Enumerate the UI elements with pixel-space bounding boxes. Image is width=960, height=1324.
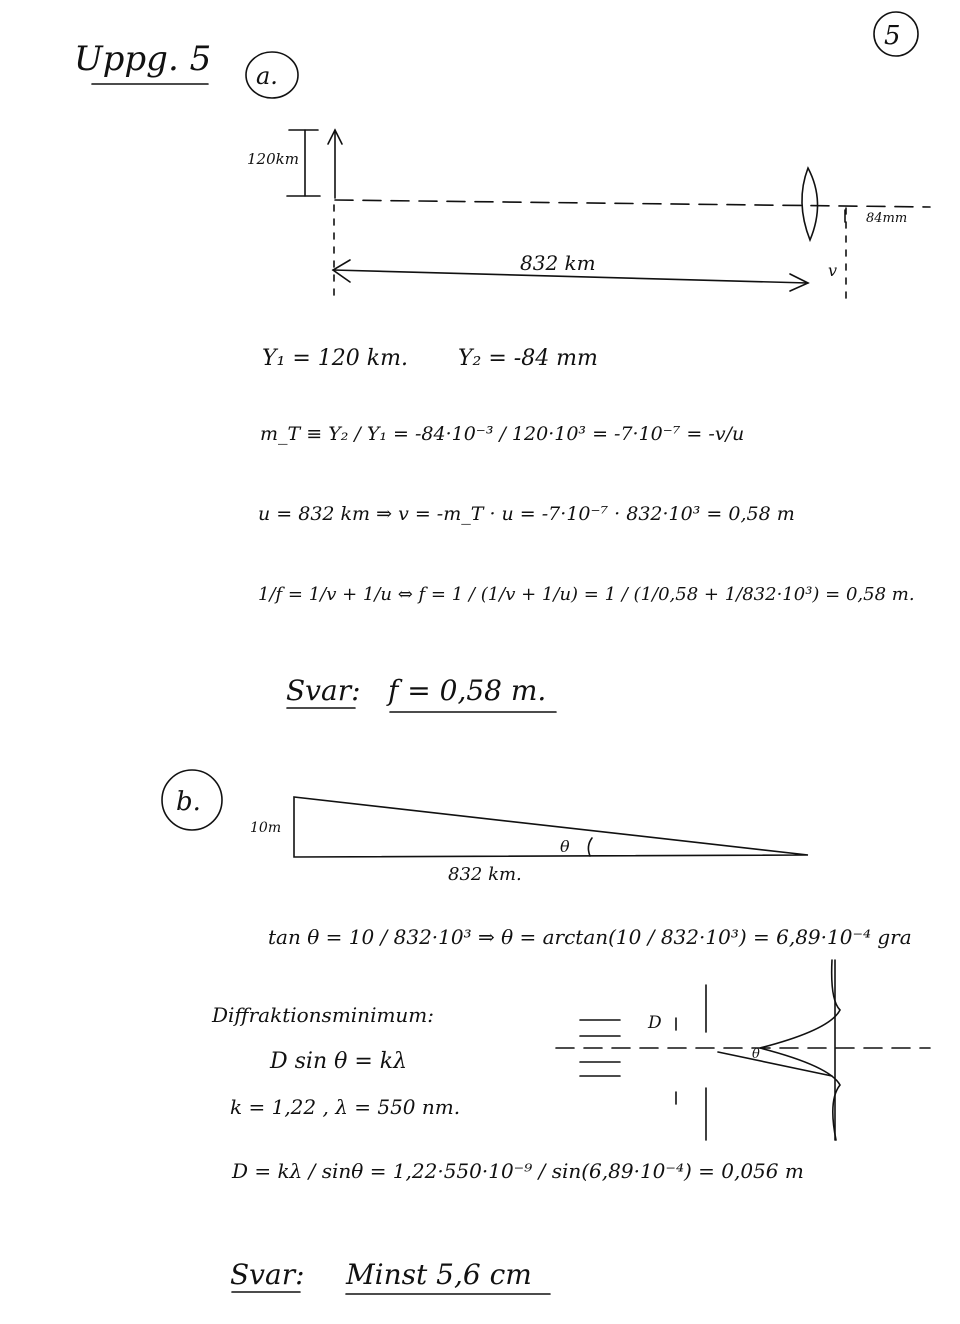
page-title: Uppg. 5 [74, 39, 212, 79]
lens-icon [802, 168, 818, 240]
part-a-answer: f = 0,58 m. [388, 674, 547, 707]
triangle-base-label: 832 km. [448, 864, 522, 885]
problem-number: 5 [884, 21, 901, 51]
y2-line: Y₂ = -84 mm [458, 346, 598, 371]
part-b-answer-label: Svar: [230, 1258, 305, 1291]
magnification-line: m_T ≡ Y₂ / Y₁ = -84·10⁻³ / 120·10³ = -7·10⁻⁷ = -v/u [260, 423, 745, 445]
diffraction-title: Diffraktionsminimum: [212, 1003, 435, 1027]
part-b-label: b. [176, 787, 201, 817]
diagram-angle-label: θ [752, 1047, 760, 1062]
part-b-answer: Minst 5,6 cm [346, 1258, 532, 1291]
tan-line: tan θ = 10 / 832·10³ ⇒ θ = arctan(10 / 832·10³) = 6,89·10⁻⁴ gra [268, 925, 912, 949]
diffraction-equation: D sin θ = kλ [270, 1049, 408, 1074]
intensity-curve [760, 960, 840, 1140]
triangle-angle-label: θ [560, 837, 570, 856]
image-height-label: 84mm [866, 211, 908, 226]
y1-line: Y₁ = 120 km. [262, 346, 408, 371]
distance-label: 832 km [520, 251, 596, 275]
object-height-label: 120km [247, 150, 299, 168]
part-a-answer-label: Svar: [286, 674, 361, 707]
triangle-figure [250, 797, 808, 885]
triangle-height-label: 10m [250, 820, 282, 836]
image-distance-line: u = 832 km ⇒ v = -m_T · u = -7·10⁻⁷ · 832·10³ = 0,58 m [258, 503, 795, 525]
focal-length-line: 1/f = 1/v + 1/u ⇔ f = 1 / (1/v + 1/u) = 1 / (1/0,58 + 1/832·10³) = 0,58 m. [258, 584, 915, 605]
lens-figure [247, 130, 930, 302]
constants-line: k = 1,22 , λ = 550 nm. [230, 1095, 461, 1119]
part-a-label: a. [256, 62, 278, 90]
optical-axis [335, 200, 930, 207]
d-equation: D = kλ / sinθ = 1,22·550·10⁻⁹ / sin(6,89·10⁻⁴) = 0,056 m [232, 1159, 804, 1183]
aperture-label: D [648, 1013, 662, 1033]
diffraction-diagram [556, 960, 930, 1140]
image-distance-label: v [828, 261, 838, 280]
